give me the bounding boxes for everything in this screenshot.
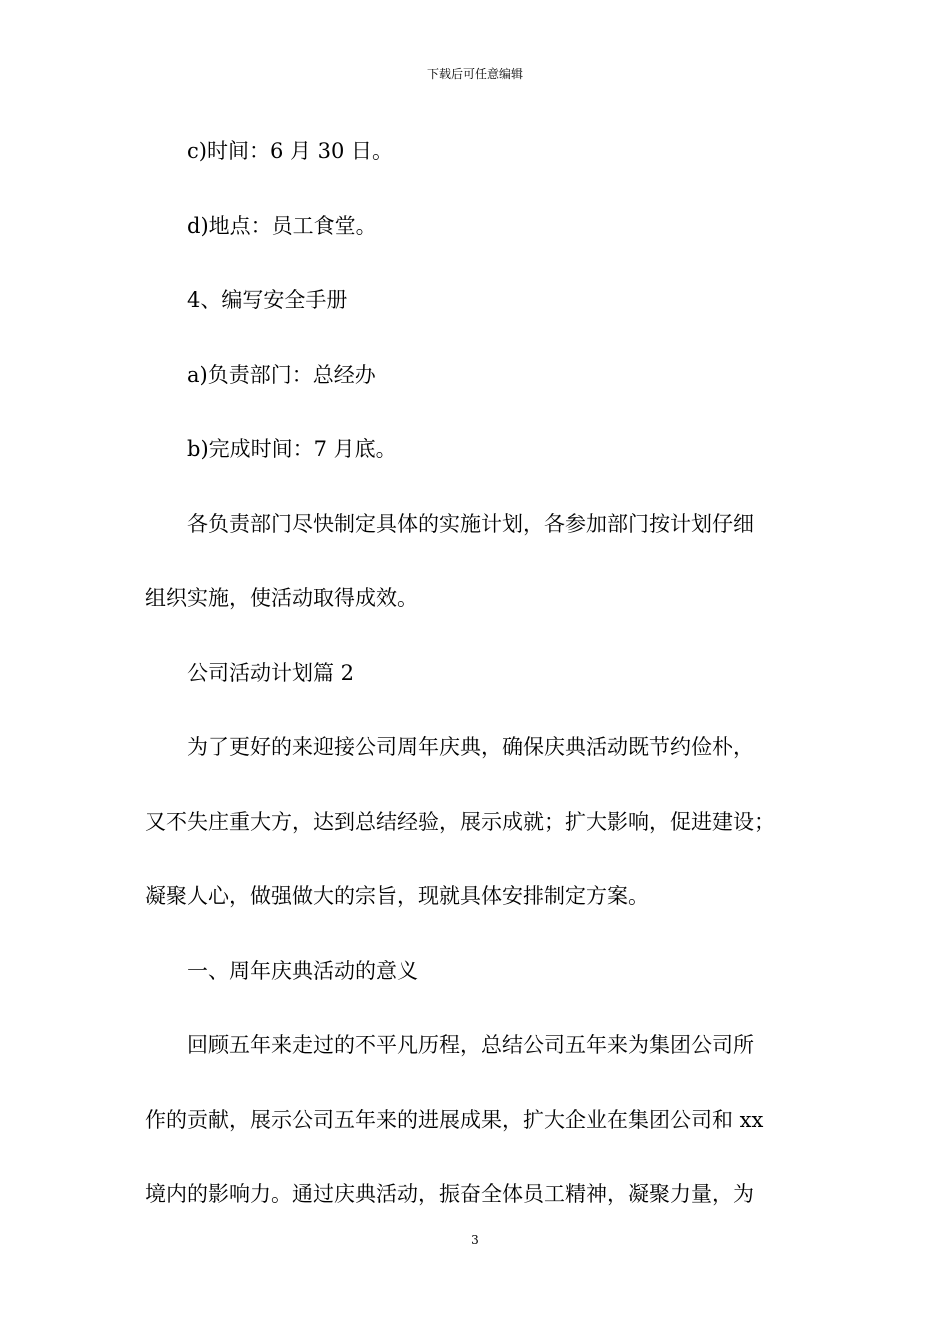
paragraph-line: 又不失庄重大方，达到总结经验，展示成就；扩大影响，促进建设；: [145, 810, 775, 834]
paragraph-line: d)地点：员工食堂。: [187, 214, 377, 238]
paragraph-line: 为了更好的来迎接公司周年庆典，确保庆典活动既节约俭朴，: [187, 735, 754, 759]
paragraph-line: b)完成时间：7 月底。: [187, 437, 397, 461]
paragraph-line: 作的贡献，展示公司五年来的进展成果，扩大企业在集团公司和 xx: [145, 1108, 764, 1132]
paragraph-line: c)时间：6 月 30 日。: [187, 139, 394, 163]
paragraph-line: 各负责部门尽快制定具体的实施计划，各参加部门按计划仔细: [187, 512, 754, 536]
paragraph-line: 4、编写安全手册: [187, 288, 348, 312]
section-title: 公司活动计划篇 2: [187, 661, 355, 685]
paragraph-line: a)负责部门：总经办: [187, 363, 376, 387]
section-heading: 一、周年庆典活动的意义: [187, 959, 418, 983]
page-header: 下载后可任意编辑: [426, 67, 523, 81]
paragraph-line: 凝聚人心，做强做大的宗旨，现就具体安排制定方案。: [145, 884, 649, 908]
paragraph-line: 回顾五年来走过的不平凡历程，总结公司五年来为集团公司所: [187, 1033, 754, 1057]
paragraph-line: 境内的影响力。通过庆典活动，振奋全体员工精神，凝聚力量，为: [145, 1182, 754, 1206]
page-number: 3: [471, 1233, 479, 1247]
paragraph-line: 组织实施，使活动取得成效。: [145, 586, 418, 610]
